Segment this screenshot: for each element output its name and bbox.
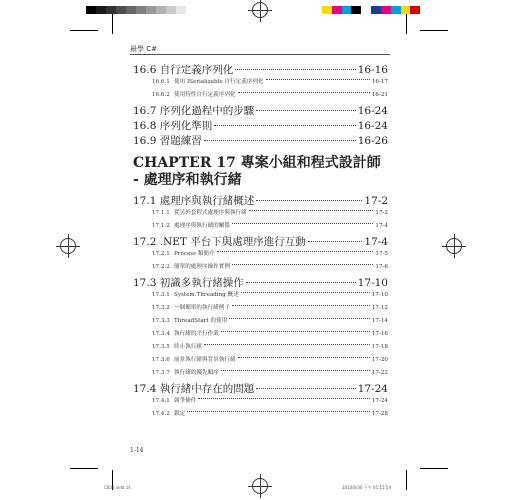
toc-entry-section <box>133 133 388 148</box>
toc-entry-section <box>133 275 388 290</box>
toc-entry-text: 鎖定 <box>174 411 186 417</box>
dot-leader <box>221 331 370 332</box>
toc-entry-title <box>152 208 247 216</box>
toc-entry-section <box>133 193 388 208</box>
toc-entry-text: 一個簡單的執行緒例子 <box>174 305 230 311</box>
crop-mark <box>406 470 407 490</box>
toc-entry-page: 17-28 <box>371 411 388 417</box>
toc-entry-text: System.Threading 概述 <box>174 292 239 298</box>
toc-entry-page: 16-26 <box>357 135 388 147</box>
dot-leader <box>256 110 356 111</box>
toc-entry-number: 17.4.1 <box>152 398 170 404</box>
color-swatch <box>186 6 196 14</box>
toc-entry-text: 16.6 自行定義序列化 <box>133 64 234 76</box>
toc-entry-text: 17.3 初識多執行緒操作 <box>133 277 244 289</box>
dot-leader <box>221 370 370 371</box>
toc-entry-section <box>133 103 388 118</box>
color-swatch <box>116 6 126 14</box>
toc-entry-title <box>152 342 202 350</box>
toc-entry-title <box>152 329 219 337</box>
toc-entry-number: 17.4.2 <box>152 411 170 417</box>
color-swatch <box>361 6 371 14</box>
toc-entry-number: 16.6.1 <box>152 79 170 85</box>
cmyk-color-bar <box>322 6 430 14</box>
toc-entry-text: 簡單的處理序操作實例 <box>174 264 230 270</box>
color-swatch <box>401 6 411 14</box>
toc-entry-page: 17-2 <box>364 195 388 207</box>
registration-mark-right <box>446 238 462 254</box>
dot-leader <box>241 292 370 293</box>
grayscale-color-bar <box>86 6 196 14</box>
toc-entry-title <box>152 316 227 324</box>
dot-leader <box>308 241 363 242</box>
toc-entry-section <box>133 118 388 133</box>
color-swatch <box>126 6 136 14</box>
toc-entry-subsection <box>133 316 388 329</box>
dot-leader <box>232 264 373 265</box>
dot-leader <box>187 411 370 412</box>
toc-entry-text: 17.4 執行緒中存在的問題 <box>133 383 255 395</box>
toc-entry-title <box>133 193 254 208</box>
toc-entry-title <box>133 118 212 133</box>
dot-leader <box>235 69 356 70</box>
color-swatch <box>106 6 116 14</box>
color-swatch <box>420 6 430 14</box>
crop-mark <box>70 468 98 469</box>
color-swatch <box>351 6 361 14</box>
toc-entry-subsection <box>133 249 388 262</box>
toc-entry-page: 17-14 <box>371 318 388 324</box>
color-swatch <box>86 6 96 14</box>
color-swatch <box>136 6 146 14</box>
toc-entry-page: 17-16 <box>371 331 388 337</box>
color-swatch <box>156 6 166 14</box>
color-swatch <box>342 6 352 14</box>
toc-entry-section <box>133 234 388 249</box>
toc-entry-title <box>133 234 306 249</box>
toc-entry-subsection <box>133 208 388 221</box>
toc-entry-subsection <box>133 290 388 303</box>
toc-entry-title <box>152 396 196 404</box>
toc-entry-section <box>133 62 388 77</box>
toc-entry-title <box>152 368 219 376</box>
dot-leader <box>246 282 356 283</box>
toc-entry-page: 17-4 <box>364 236 388 248</box>
toc-entry-page: 16-16 <box>357 64 388 76</box>
toc-entry-page: 16-17 <box>371 79 388 85</box>
crop-mark <box>420 30 448 31</box>
color-swatch <box>371 6 381 14</box>
dot-leader <box>229 318 370 319</box>
toc-entry-number: 17.2.1 <box>152 251 170 257</box>
toc-entry-number: 17.3.3 <box>152 318 170 324</box>
toc-entry-subsection <box>133 303 388 316</box>
crop-mark <box>70 30 98 31</box>
toc-section-chapter-16 <box>133 62 388 148</box>
toc-entry-number: 17.3.4 <box>152 331 170 337</box>
toc-entry-subsection <box>133 342 388 355</box>
toc-entry-page: 17-2 <box>375 210 388 216</box>
toc-entry-subsection <box>133 262 388 275</box>
toc-entry-text: 執行緒的平行作業 <box>174 331 219 337</box>
color-swatch <box>146 6 156 14</box>
toc-entry-text: 16.7 序列化過程中的步驟 <box>133 105 255 117</box>
crop-mark <box>112 14 113 34</box>
toc-entry-section <box>133 381 388 396</box>
toc-entry-page: 17-4 <box>375 223 388 229</box>
toc-entry-text: Process 類簡介 <box>174 251 215 257</box>
toc-entry-subsection <box>133 77 388 90</box>
color-swatch <box>166 6 176 14</box>
toc-entry-subsection <box>133 221 388 234</box>
toc-entry-text: 17.2 .NET 平台下與處理序進行互動 <box>133 236 306 248</box>
toc-entry-number: 17.3.2 <box>152 305 170 311</box>
toc-entry-title <box>133 62 233 77</box>
toc-entry-number: 17.2.2 <box>152 264 170 270</box>
dot-leader <box>256 388 356 389</box>
toc-entry-page: 16-21 <box>371 92 388 98</box>
toc-entry-number: 17.1.1 <box>152 210 170 216</box>
toc-entry-number: 17.1.2 <box>152 223 170 229</box>
toc-entry-text: 前景執行緒與背景執行緒 <box>174 357 236 363</box>
toc-entry-text: 執行緒的優先順序 <box>174 370 219 376</box>
running-head: 最學 C# <box>130 45 157 53</box>
dot-leader <box>204 140 356 141</box>
toc-entry-subsection <box>133 329 388 342</box>
toc-entry-title <box>133 103 254 118</box>
toc-entry-title <box>152 249 215 257</box>
dot-leader <box>214 125 356 126</box>
print-slug-timestamp: 2010/6/30 下午 01:15:54 <box>342 485 392 490</box>
toc-entry-text: 從另外套程式處理序與執行緒 <box>174 210 247 216</box>
toc-entry-title <box>133 275 244 290</box>
toc-section-chapter-17 <box>133 193 388 422</box>
crop-mark <box>420 468 448 469</box>
toc-entry-title <box>152 221 230 229</box>
toc-entry-number: 17.3.5 <box>152 344 170 350</box>
dot-leader <box>249 210 374 211</box>
toc-entry-number: 17.3.1 <box>152 292 170 298</box>
dot-leader <box>204 344 370 345</box>
toc-entry-text: 17.1 處理序與執行緒概述 <box>133 195 255 207</box>
crop-mark <box>406 14 407 34</box>
color-swatch <box>391 6 401 14</box>
print-slug-file: C838.indd 14 <box>104 485 131 490</box>
dot-leader <box>217 251 374 252</box>
toc-entry-text: 使用 ISerializable 自行定義序列化 <box>174 79 264 85</box>
registration-mark-left <box>60 238 76 254</box>
dot-leader <box>256 200 362 201</box>
toc-entry-subsection <box>133 90 388 103</box>
toc-entry-page: 17-12 <box>371 305 388 311</box>
toc-entry-title <box>152 262 230 270</box>
toc-entry-number: 17.3.6 <box>152 357 170 363</box>
dot-leader <box>232 223 373 224</box>
toc-entry-title <box>152 290 239 298</box>
toc-entry-title <box>152 77 264 85</box>
toc-entry-title <box>133 133 202 148</box>
toc-entry-page: 17-5 <box>375 251 388 257</box>
color-swatch <box>410 6 420 14</box>
toc-entry-subsection <box>133 355 388 368</box>
toc-entry-subsection <box>133 368 388 381</box>
toc-entry-text: 終止執行緒 <box>174 344 202 350</box>
toc-entry-title <box>152 303 230 311</box>
toc-entry-text: 16.8 序列化準則 <box>133 120 213 132</box>
page-number: 1-14 <box>130 447 144 454</box>
toc-entry-text: 使用特性自行定義序列化 <box>174 92 236 98</box>
toc-entry-page: 16-24 <box>357 105 388 117</box>
dot-leader <box>266 79 370 80</box>
dot-leader <box>198 398 369 399</box>
toc-entry-page: 17-18 <box>371 344 388 350</box>
color-swatch <box>322 6 332 14</box>
toc-entry-page: 17-10 <box>371 292 388 298</box>
toc-entry-number: 16.6.2 <box>152 92 170 98</box>
toc-entry-title <box>152 409 185 417</box>
toc-entry-title <box>152 355 236 363</box>
toc-entry-page: 16-24 <box>357 120 388 132</box>
registration-mark-bottom <box>252 478 268 494</box>
toc-entry-subsection <box>133 409 388 422</box>
dot-leader <box>238 92 370 93</box>
toc-entry-text: ThreadStart 的使用 <box>174 318 228 324</box>
toc-entry-page: 17-24 <box>371 398 388 404</box>
dot-leader <box>232 305 370 306</box>
table-of-contents <box>133 62 388 422</box>
toc-entry-title <box>152 90 236 98</box>
toc-entry-page: 17-24 <box>357 383 388 395</box>
toc-entry-title <box>133 381 254 396</box>
toc-entry-page: 17-6 <box>375 264 388 270</box>
toc-entry-text: 處理序與執行緒的關係 <box>174 223 230 229</box>
header-rule <box>130 54 390 55</box>
toc-entry-page: 17-20 <box>371 357 388 363</box>
registration-mark-top <box>252 2 268 18</box>
color-swatch <box>381 6 391 14</box>
toc-entry-text: 競爭條件 <box>174 398 197 404</box>
toc-entry-number: 17.3.7 <box>152 370 170 376</box>
toc-entry-page: 17-10 <box>357 277 388 289</box>
chapter-title: CHAPTER 17 專案小組和程式設計師 - 處理序和執行緒 <box>133 155 381 188</box>
color-swatch <box>176 6 186 14</box>
color-swatch <box>96 6 106 14</box>
color-swatch <box>332 6 342 14</box>
toc-entry-subsection <box>133 396 388 409</box>
toc-entry-text: 16.9 習題練習 <box>133 135 202 147</box>
dot-leader <box>238 357 370 358</box>
toc-entry-page: 17-22 <box>371 370 388 376</box>
